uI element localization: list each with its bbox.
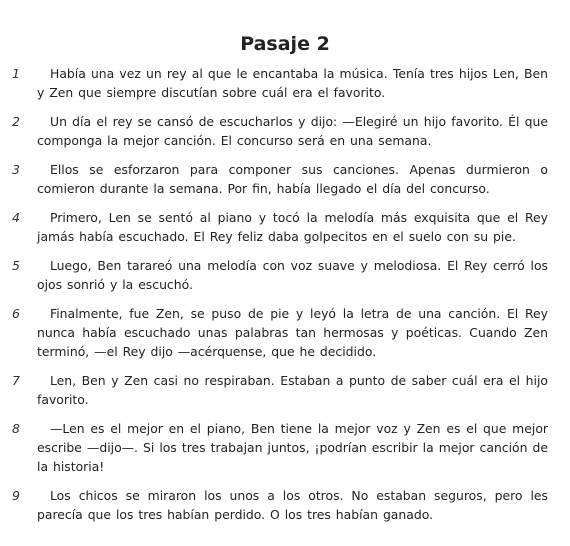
paragraph-number: 6	[12, 306, 20, 321]
paragraph-number: 5	[12, 258, 20, 273]
paragraph-number: 8	[12, 421, 20, 436]
paragraph-number: 7	[12, 373, 20, 388]
passage-title: Pasaje 2	[240, 33, 330, 55]
paragraph-4	[0, 208, 570, 246]
paragraph-1	[0, 64, 570, 102]
paragraph-list	[0, 64, 570, 534]
paragraph-text: Ellos se esforzaron para componer sus canciones. Apenas durmieron o comieron durante la semana. Por fin, había llegado el día del concurso.	[37, 162, 548, 196]
paragraph-2	[0, 112, 570, 150]
paragraph-text: Los chicos se miraron los unos a los otros. No estaban seguros, pero les parecía que los tres habían perdido. O los tres habían ganado.	[37, 488, 548, 522]
paragraph-text: Luego, Ben tarareó una melodía con voz suave y melodiosa. El Rey cerró los ojos sonrió y la escuchó.	[37, 258, 548, 292]
paragraph-text: Un día el rey se cansó de escucharlos y dijo: —Elegiré un hijo favorito. Él que componga la mejor canción. El concurso será en una semana.	[37, 114, 548, 148]
paragraph-text: Finalmente, fue Zen, se puso de pie y leyó la letra de una canción. El Rey nunca había escuchado unas palabras tan hermosas y poéticas. Cuando Zen terminó, —el Rey dijo —acérquense, que he decidido.	[37, 306, 548, 359]
paragraph-9	[0, 486, 570, 524]
paragraph-6	[0, 304, 570, 361]
paragraph-text: —Len es el mejor en el piano, Ben tiene la mejor voz y Zen es el que mejor escribe —dijo—. Si los tres trabajan juntos, ¡podrían escribir la mejor canción de la historia!	[37, 421, 548, 474]
paragraph-number: 9	[12, 488, 20, 503]
paragraph-5	[0, 256, 570, 294]
paragraph-text: Había una vez un rey al que le encantaba la música. Tenía tres hijos Len, Ben y Zen que siempre discutían sobre cuál era el favorito.	[37, 66, 548, 100]
paragraph-8	[0, 419, 570, 476]
paragraph-7	[0, 371, 570, 409]
paragraph-number: 4	[12, 210, 20, 225]
paragraph-number: 3	[12, 162, 20, 177]
paragraph-number: 1	[12, 66, 20, 81]
paragraph-3	[0, 160, 570, 198]
paragraph-number: 2	[12, 114, 20, 129]
paragraph-text: Len, Ben y Zen casi no respiraban. Estaban a punto de saber cuál era el hijo favorito.	[37, 373, 548, 407]
paragraph-text: Primero, Len se sentó al piano y tocó la melodía más exquisita que el Rey jamás había escuchado. El Rey feliz daba golpecitos en el suelo con su pie.	[37, 210, 548, 244]
